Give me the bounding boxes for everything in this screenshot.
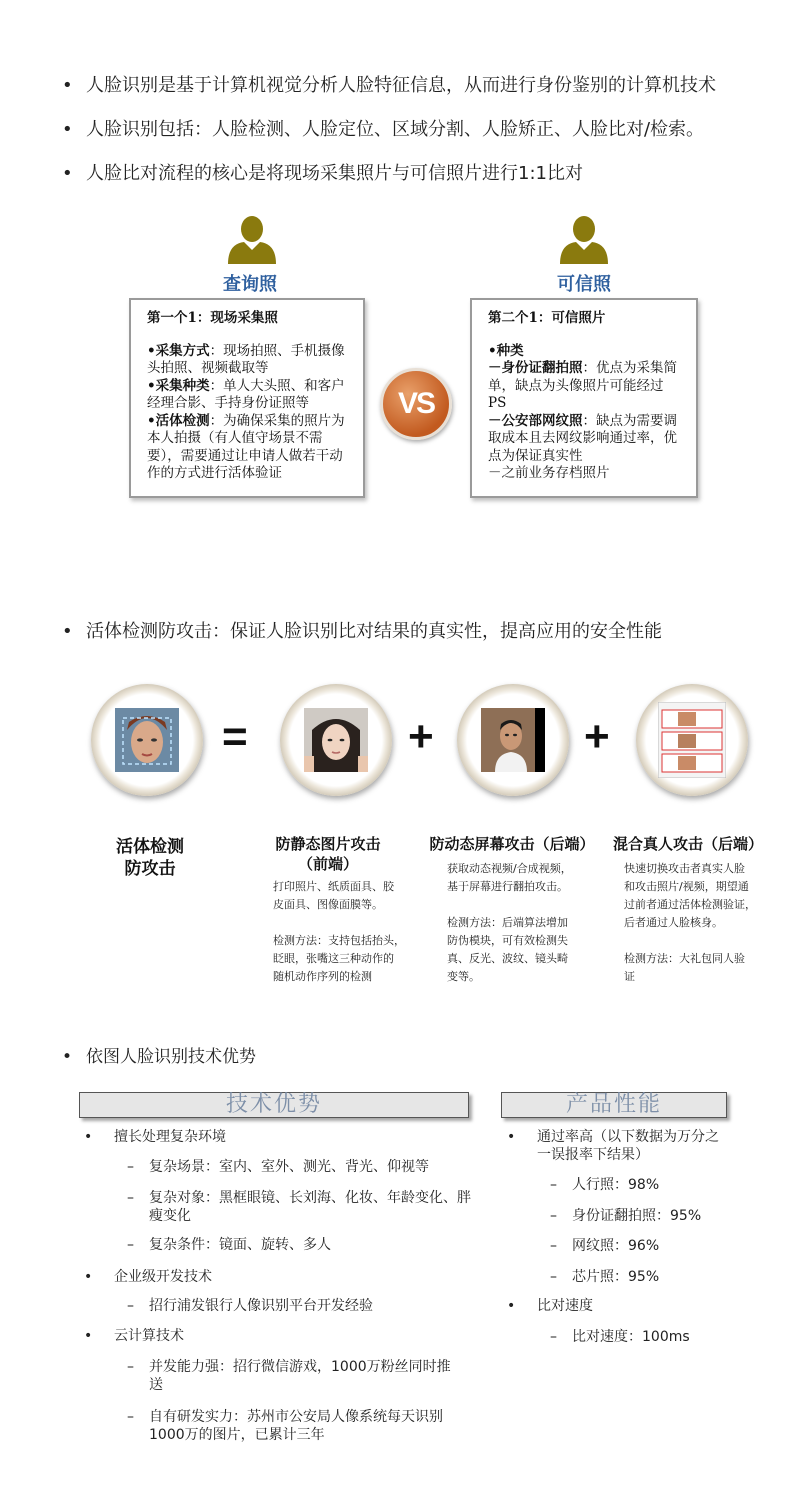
box-item: •种类 bbox=[488, 342, 524, 359]
liveness-main-title: 活体检测 防攻击 bbox=[116, 837, 184, 879]
box-item: •采集方式：现场拍照、手机摄像头拍照、视频截取等 bbox=[147, 342, 345, 376]
static-photo-image bbox=[304, 708, 368, 772]
liveness-circle bbox=[91, 684, 203, 796]
perf-item: • 比对速度 bbox=[507, 1298, 593, 1314]
mixed-attack-image bbox=[658, 702, 726, 778]
plus-sign: + bbox=[408, 712, 434, 761]
trusted-photo-box bbox=[470, 298, 698, 498]
intro-line-2: • 人脸识别包括：人脸检测、人脸定位、区域分割、人脸矫正、人脸比对/检索。 bbox=[62, 119, 705, 140]
tech-sub-item: – 复杂条件：镜面、旋转、多人 bbox=[127, 1237, 331, 1253]
user-icon bbox=[224, 212, 280, 268]
tech-item: • 云计算技术 bbox=[84, 1328, 184, 1344]
tech-sub-item: – 招行浦发银行人像识别平台开发经验 bbox=[127, 1298, 373, 1314]
tech-sub-item: – 自有研发实力：苏州市公安局人像系统每天识别1000万的图片，已累计三年 bbox=[127, 1409, 443, 1443]
equals-sign: = bbox=[222, 712, 248, 761]
tech-sub-item: – 复杂场景：室内、室外、测光、背光、仰视等 bbox=[127, 1159, 429, 1175]
face-scan-image bbox=[115, 708, 179, 772]
perf-sub-item: – 芯片照：95% bbox=[550, 1269, 660, 1285]
static-attack-desc: 打印照片、纸质面具、胶 皮面具、图像面膜等。 检测方法：支持包括抬头， 眨眼，张嘴这三种动作的 随机动作序列的检测 bbox=[273, 880, 405, 983]
intro-line-3: • 人脸比对流程的核心是将现场采集照片与可信照片进行1:1比对 bbox=[62, 163, 583, 184]
tech-item: • 企业级开发技术 bbox=[84, 1269, 212, 1285]
box-heading: 第一个1：现场采集照 bbox=[147, 310, 278, 326]
trusted-photo-title: 可信照 bbox=[557, 274, 611, 295]
vs-badge: VS bbox=[380, 368, 452, 440]
box-item: •活体检测：为确保采集的照片为本人拍摄（有人值守场景不需要），需要通过让申请人做若干动作的方式进行活体验证 bbox=[147, 412, 345, 481]
mixed-attack-title: 混合真人攻击（后端） bbox=[612, 835, 763, 853]
box-item: •采集种类：单人大头照、和客户经理合影、手持身份证照等 bbox=[147, 377, 345, 411]
tech-item: • 擅长处理复杂环境 bbox=[84, 1129, 226, 1145]
onsite-photo-box bbox=[129, 298, 365, 498]
mixed-attack-desc: 快速切换攻击者真实人脸 和攻击照片/视频，期望通 过前者通过活体检测验证， 后者通过人脸核身。 检测方法：大礼包同人验 证 bbox=[624, 862, 756, 983]
tech-advantage-banner: 技术优势 bbox=[79, 1092, 469, 1118]
user-icon bbox=[556, 212, 612, 268]
product-performance-banner: 产品性能 bbox=[501, 1092, 727, 1118]
screen-attack-desc: 获取动态视频/合成视频， 基于屏幕进行翻拍攻击。 检测方法：后端算法增加 防伪模块，可有效检测失 真、反光、波纹、镜头畸 变等。 bbox=[447, 862, 572, 983]
perf-sub-item: – 网纹照：96% bbox=[550, 1238, 660, 1254]
intro-line-1: • 人脸识别是基于计算机视觉分析人脸特征信息，从而进行身份鉴别的计算机技术 bbox=[62, 75, 716, 96]
box-item: －公安部网纹照：缺点为需要调取成本且去网纹影响通过率，优点为保证真实性 bbox=[488, 412, 677, 464]
perf-item: • 通过率高（以下数据为万分之一误报率下结果） bbox=[507, 1129, 719, 1163]
box-item: －之前业务存档照片 bbox=[488, 465, 610, 481]
tech-sub-item: – 复杂对象：黑框眼镜、长刘海、化妆、年龄变化、胖瘦变化 bbox=[127, 1190, 471, 1224]
plus-sign: + bbox=[584, 712, 610, 761]
box-heading: 第二个1：可信照片 bbox=[488, 310, 606, 326]
screen-video-image bbox=[481, 708, 545, 772]
static-photo-circle bbox=[280, 684, 392, 796]
advantages-bullet: • 依图人脸识别技术优势 bbox=[62, 1047, 256, 1067]
box-item: －身份证翻拍照：优点为采集简单，缺点为头像照片可能经过PS bbox=[488, 360, 677, 411]
tech-sub-item: – 并发能力强：招行微信游戏，1000万粉丝同时推送 bbox=[127, 1359, 451, 1393]
perf-sub-item: – 比对速度：100ms bbox=[550, 1329, 690, 1345]
screen-attack-title: 防动态屏幕攻击（后端） bbox=[429, 835, 595, 853]
liveness-bullet: • 活体检测防攻击：保证人脸识别比对结果的真实性，提高应用的安全性能 bbox=[62, 621, 662, 642]
perf-sub-item: – 人行照：98% bbox=[550, 1177, 660, 1193]
perf-sub-item: – 身份证翻拍照：95% bbox=[550, 1208, 702, 1224]
static-attack-title: 防静态图片攻击 （前端） bbox=[275, 835, 381, 873]
mixed-attack-circle bbox=[636, 684, 748, 796]
screen-attack-circle bbox=[457, 684, 569, 796]
query-photo-title: 查询照 bbox=[223, 274, 277, 295]
